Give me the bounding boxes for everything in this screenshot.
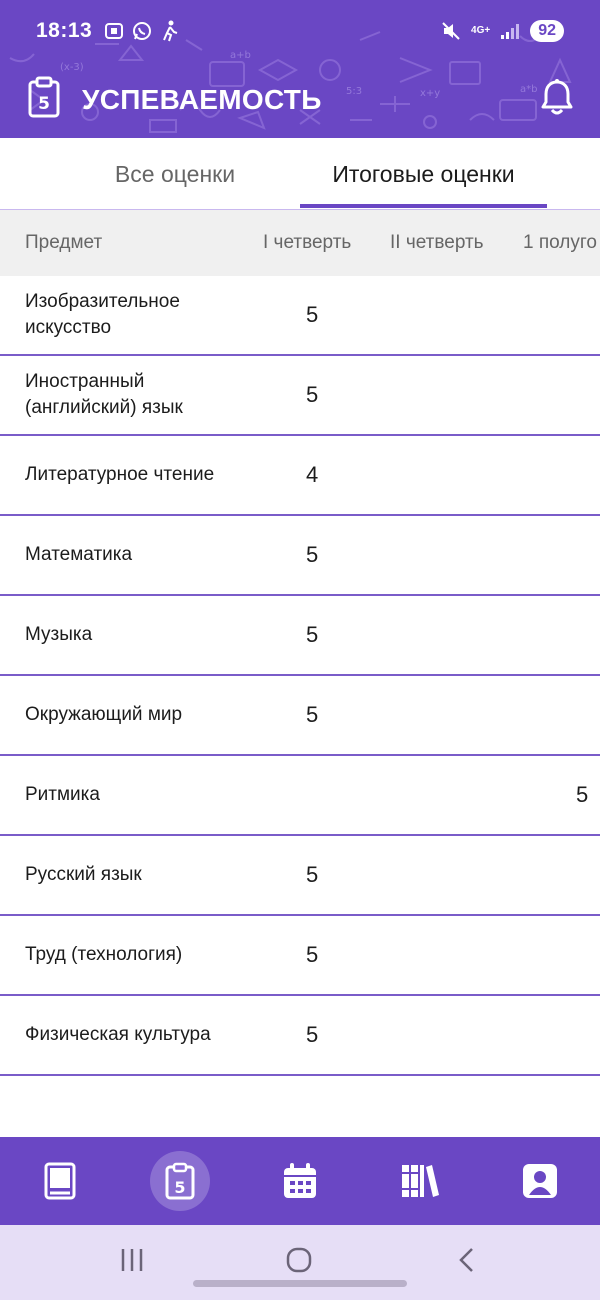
back-icon[interactable]: [455, 1247, 479, 1273]
subject-name: Иностранный (английский) язык: [25, 371, 183, 418]
table-header: [0, 210, 600, 276]
table-row: [0, 676, 600, 756]
grades-tabs: [0, 138, 600, 210]
column-header-half-1: 1 полуго: [523, 232, 597, 253]
nav-diary[interactable]: [30, 1151, 90, 1211]
bell-icon[interactable]: [540, 78, 574, 116]
status-time: 18:13: [36, 19, 93, 42]
system-navigation-bar: [0, 1225, 600, 1300]
title-row: [0, 62, 600, 138]
table-row: [0, 356, 600, 436]
active-tab-indicator: [300, 204, 547, 208]
calendar-icon: [282, 1162, 318, 1200]
bottom-navigation: [0, 1137, 600, 1225]
svg-text:a*b: a*b: [520, 84, 538, 95]
grade-quarter-1[interactable]: 5: [306, 542, 319, 567]
column-header-quarter-1: I четверть: [263, 232, 352, 253]
svg-text:a+b: a+b: [230, 50, 251, 61]
app-header: [0, 0, 600, 138]
grade-half-1[interactable]: 5: [576, 782, 589, 807]
column-header-quarter-2: II четверть: [390, 232, 484, 253]
subject-name: Литературное чтение: [25, 464, 215, 485]
svg-text:5:3: 5:3: [346, 86, 363, 97]
column-header-subject: Предмет: [25, 232, 103, 253]
subject-name: Изобразительное искусство: [25, 291, 180, 338]
nav-profile[interactable]: [510, 1151, 570, 1211]
svg-text:x+y: x+y: [420, 88, 441, 99]
table-row: [0, 996, 600, 1076]
nav-schedule[interactable]: [270, 1151, 330, 1211]
whatsapp-icon: [132, 21, 152, 41]
subject-name: Труд (технология): [25, 944, 183, 965]
home-icon[interactable]: [285, 1247, 313, 1273]
subject-name: Музыка: [25, 624, 93, 645]
grades-table: [0, 276, 600, 1076]
table-row: [0, 916, 600, 996]
signal-icon: [500, 22, 520, 40]
tab-all-grades[interactable]: Все оценки: [114, 160, 236, 187]
profile-icon: [522, 1163, 558, 1199]
grades-icon-digit: 5: [174, 1178, 186, 1197]
gradebook-icon-digit: 5: [38, 94, 50, 114]
grade-quarter-1[interactable]: 5: [306, 302, 319, 327]
grades-icon: [165, 1162, 195, 1200]
subject-name: Окружающий мир: [25, 704, 183, 725]
subject-name: Математика: [25, 544, 133, 565]
nav-grades[interactable]: [150, 1151, 210, 1211]
table-row: [0, 276, 600, 356]
grade-quarter-1[interactable]: 5: [306, 1022, 319, 1047]
table-row: [0, 436, 600, 516]
grade-quarter-1[interactable]: 4: [306, 462, 319, 487]
subject-name: Физическая культура: [25, 1024, 211, 1045]
screenshot-icon: [104, 21, 124, 41]
grade-quarter-1[interactable]: 5: [306, 382, 319, 407]
page-title: УСПЕВАЕМОСТЬ: [82, 84, 322, 115]
recent-apps-icon[interactable]: [118, 1247, 146, 1273]
subject-name: Русский язык: [25, 864, 142, 885]
grade-quarter-1[interactable]: 5: [306, 942, 319, 967]
gradebook-icon[interactable]: [26, 76, 62, 120]
table-row: [0, 596, 600, 676]
table-row: [0, 836, 600, 916]
network-type: 4G+: [471, 25, 491, 36]
diary-book-icon: [43, 1162, 77, 1200]
status-bar: [0, 0, 600, 62]
mute-icon: [441, 21, 461, 41]
library-icon: [400, 1163, 440, 1199]
battery-level: 92: [530, 20, 564, 42]
status-notification-icons: [104, 20, 180, 42]
grade-quarter-1[interactable]: 5: [306, 862, 319, 887]
table-row: [0, 516, 600, 596]
home-indicator[interactable]: [193, 1280, 407, 1287]
subject-name: Ритмика: [25, 784, 100, 805]
tab-final-grades[interactable]: Итоговые оценки: [332, 160, 515, 187]
table-row: [0, 756, 600, 836]
status-system-icons: [441, 20, 564, 42]
svg-text:(x-3): (x-3): [60, 62, 84, 73]
grade-quarter-1[interactable]: 5: [306, 622, 319, 647]
walking-icon: [160, 20, 180, 42]
nav-library[interactable]: [390, 1151, 450, 1211]
grade-quarter-1[interactable]: 5: [306, 702, 319, 727]
